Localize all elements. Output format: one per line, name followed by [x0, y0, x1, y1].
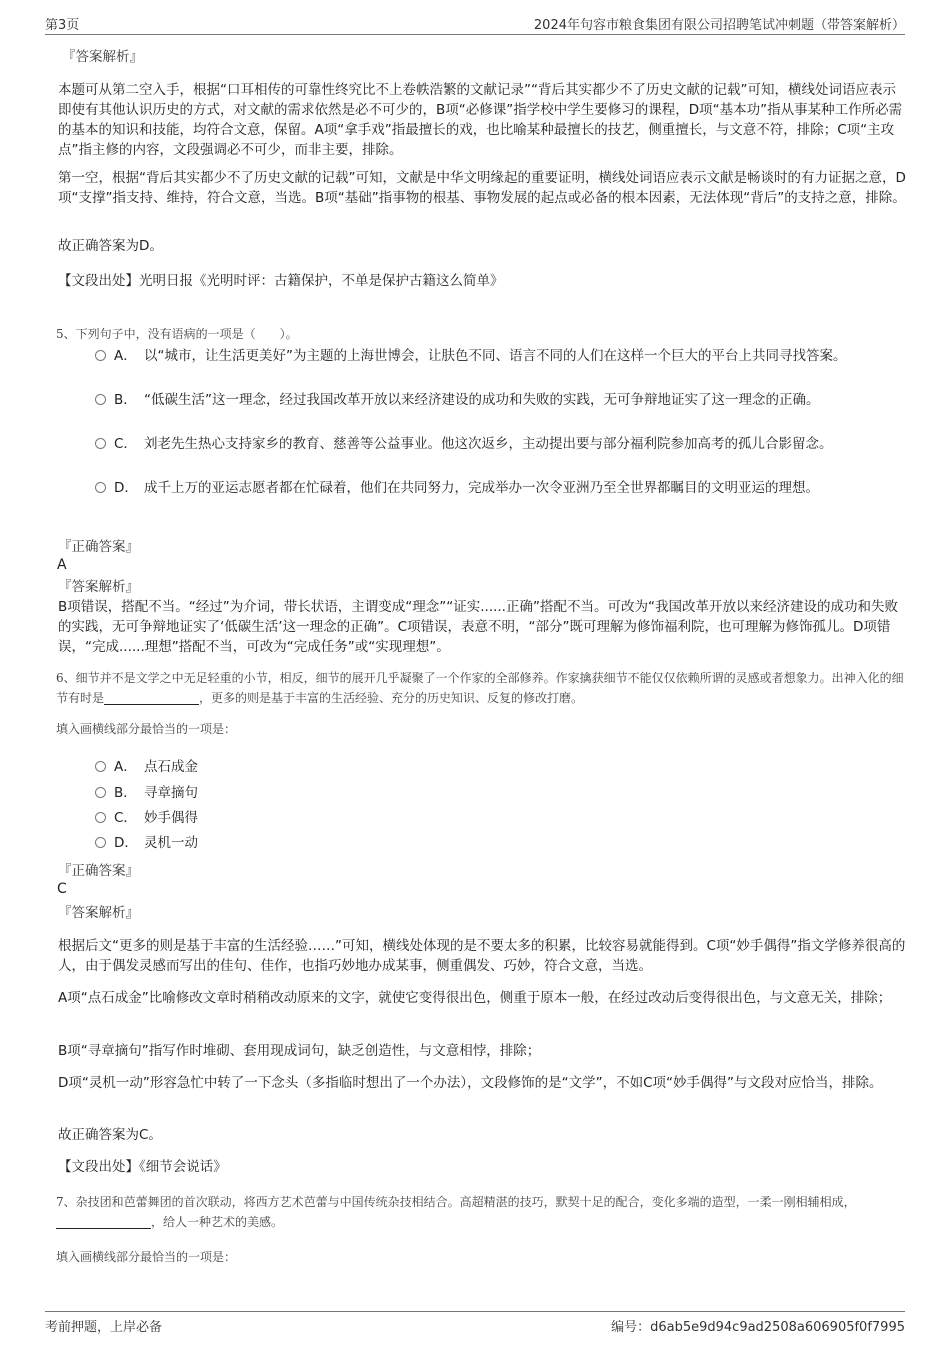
- q6-analysis-p2: A项“点石成金”比喻修改文章时稍稍改动原来的文字，就使它变得很出色，侧重于原本一般，在经过改动后变得很出色，与文意无关，排除；: [58, 990, 892, 1006]
- radio-icon[interactable]: [95, 350, 106, 361]
- page-header: [45, 12, 905, 35]
- radio-icon[interactable]: [95, 394, 106, 405]
- radio-icon[interactable]: [95, 812, 106, 823]
- page-footer: [45, 1311, 905, 1336]
- document-title: 2024年句容市粮食集团有限公司招聘笔试冲刺题（带答案解析）: [533, 18, 905, 33]
- q6-stem: 6、细节并不是文学之中无足轻重的小节，相反，细节的展开几乎凝聚了一个作家的全部修养。作家擒获细节不能仅仅依赖所谓的灵感或者想象力。出神入化的细节有时是 ，更多的则是基于丰富的生活经验、充分的历史知识、反复的修改打磨。: [56, 671, 904, 705]
- q6-option-c[interactable]: C． 妙手偶得: [95, 807, 895, 829]
- fill-blank: [104, 690, 199, 705]
- q5-correct-label: 『正确答案』: [58, 539, 139, 555]
- q5-option-d[interactable]: D． 成千上万的亚运志愿者都在忙碌着，他们在共同努力，完成举办一次令亚洲乃至全世界都瞩目的文明亚运的理想。: [95, 477, 895, 499]
- radio-icon[interactable]: [95, 837, 106, 848]
- q6-analysis-label: 『答案解析』: [58, 905, 139, 921]
- q4-analysis-p1: 本题可从第二空入手，根据“口耳相传的可靠性终究比不上卷帙浩繁的文献记录”“背后其实都少不了历史文献的记载”可知，横线处词语应表示即使有其他认识历史的方式，对文献的需求依然是必不可少的，B项“必修课”指学校中学生要修习的课程，D项“基本功”指从事某种工作所必需的基本的知识和技能，均符合文意，保留。A项“拿手戏”指最擅长的戏，也比喻某种最擅长的技艺，侧重擅长，与文意不符，排除；C项“主攻点”指主修的内容，文段强调必不可少，而非主要，排除。: [58, 82, 903, 158]
- q7-stem: 7、杂技团和芭蕾舞团的首次联动，将西方艺术芭蕾与中国传统杂技相结合。高超精湛的技巧，默契十足的配合，变化多端的造型，一柔一刚相辅相成，，给人一种艺术的美感。: [56, 1195, 856, 1229]
- q6-analysis-p4: D项“灵机一动”形容急忙中转了一下念头（多指临时想出了一个办法），文段修饰的是“文学”，不如C项“妙手偶得”与文段对应恰当，排除。: [58, 1075, 883, 1091]
- radio-icon[interactable]: [95, 787, 106, 798]
- radio-icon[interactable]: [95, 482, 106, 493]
- q5-option-a[interactable]: A． 以“城市，让生活更美好”为主题的上海世博会，让肤色不同、语言不同的人们在这样一个巨大的平台上共同寻找答案。: [95, 345, 895, 367]
- q5-analysis: B项错误，搭配不当。“经过”为介词，带长状语，主谓变成“理念”“证实......正确”搭配不当。可改为“我国改革开放以来经济建设的成功和失败的实践，无可争辩地证实了‘低碳生活’这一理念的正确”。C项错误，表意不明，“部分”既可理解为修饰福利院，也可理解为修饰孤儿。D项错误，“完成......理想”搭配不当，可改为“完成任务”或“实现理想”。: [58, 599, 898, 655]
- q4-analysis-conclusion: 故正确答案为D。: [58, 238, 163, 254]
- page-number: 第3页: [45, 18, 80, 33]
- q4-analysis-label: 『答案解析』: [62, 49, 143, 65]
- q5-option-c[interactable]: C． 刘老先生热心支持家乡的教育、慈善等公益事业。他这次返乡，主动提出要与部分福利院参加高考的孤儿合影留念。: [95, 433, 895, 455]
- q6-prompt: 填入画横线部分最恰当的一项是：: [56, 722, 237, 736]
- q6-source: 【文段出处】《细节会说话》: [58, 1159, 227, 1175]
- q5-analysis-label: 『答案解析』: [58, 579, 139, 595]
- q5-correct-answer: A: [57, 557, 67, 573]
- q6-analysis-p1: 根据后文“更多的则是基于丰富的生活经验……”可知，横线处体现的是不要太多的积累，比较容易就能得到。C项“妙手偶得”指文学修养很高的人，由于偶发灵感而写出的佳句、佳作，也指巧妙地办成某事，侧重偶发、巧妙，符合文意，当选。: [58, 938, 906, 974]
- q7-prompt: 填入画横线部分最恰当的一项是：: [56, 1250, 237, 1264]
- q5-stem: 5、下列句子中，没有语病的一项是（ ）。: [56, 327, 298, 341]
- q6-correct-label: 『正确答案』: [58, 863, 139, 879]
- document-code: 编号：d6ab5e9d94c9ad2508a606905f0f7995: [611, 1320, 905, 1335]
- q6-option-d[interactable]: D． 灵机一动: [95, 832, 895, 854]
- q5-option-b[interactable]: B． “低碳生活”这一理念，经过我国改革开放以来经济建设的成功和失败的实践，无可争辩地证实了这一理念的正确。: [95, 389, 895, 411]
- q6-correct-answer: C: [57, 881, 67, 897]
- q4-analysis-p2: 第一空，根据“背后其实都少不了历史文献的记载”可知，文献是中华文明缘起的重要证明，横线处词语应表示文献是畅谈时的有力证据之意，D项“支撑”指支持、维持，符合文意，当选。B项“基础”指事物的根基、事物发展的起点或必备的根本因素，无法体现“背后”的支持之意，排除。: [58, 170, 906, 206]
- footer-slogan: 考前押题，上岸必备: [45, 1320, 163, 1335]
- radio-icon[interactable]: [95, 438, 106, 449]
- radio-icon[interactable]: [95, 761, 106, 772]
- q4-source: 【文段出处】光明日报《光明时评：古籍保护，不单是保护古籍这么简单》: [58, 273, 504, 289]
- q6-option-b[interactable]: B． 寻章摘句: [95, 782, 895, 804]
- q6-analysis-conclusion: 故正确答案为C。: [58, 1127, 162, 1143]
- q6-analysis-p3: B项“寻章摘句”指写作时堆砌、套用现成词句，缺乏创造性，与文意相悖，排除；: [58, 1043, 541, 1059]
- q6-option-a[interactable]: A． 点石成金: [95, 756, 895, 778]
- fill-blank: [56, 1214, 151, 1229]
